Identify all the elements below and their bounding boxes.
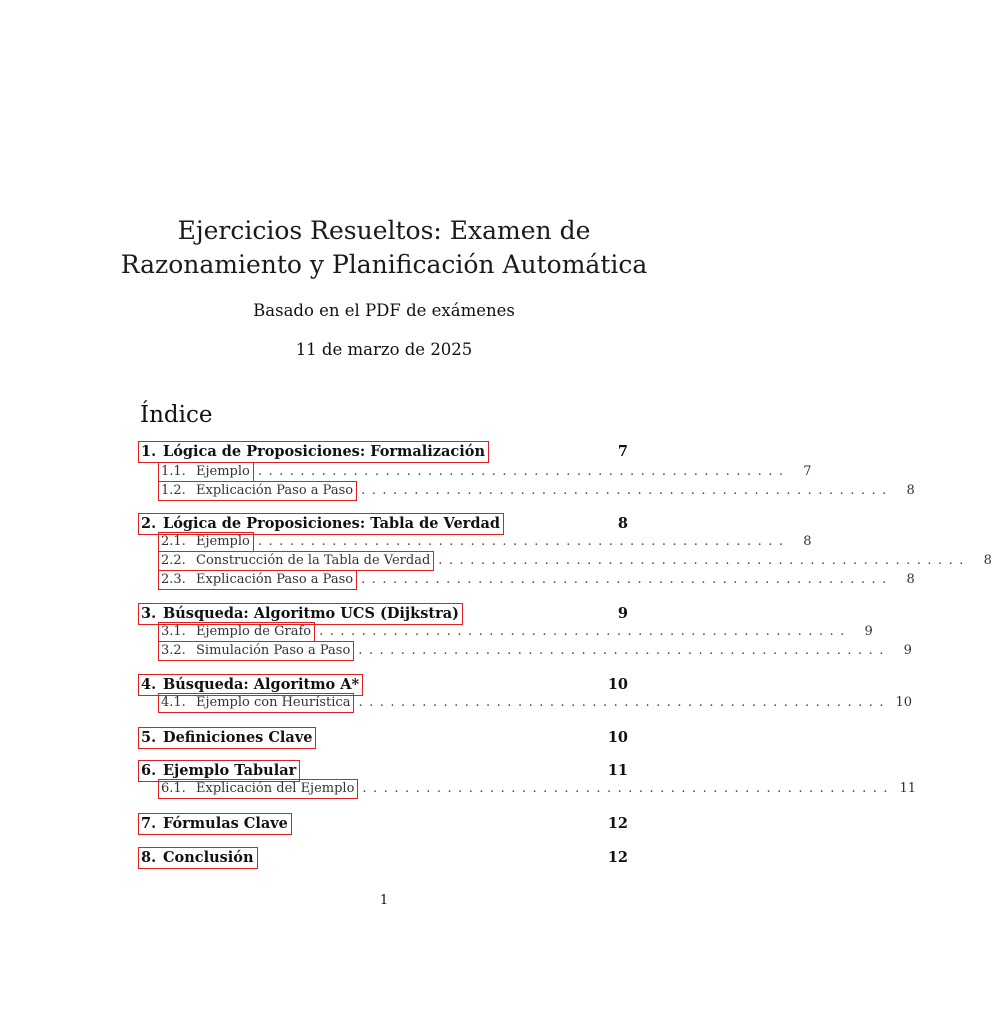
dot-leader: .................................................. — [257, 464, 790, 479]
toc-subsection-2-1 — [138, 532, 812, 552]
page-number: 11 — [899, 781, 917, 796]
toc-subsection-link[interactable]: 1.1. Ejemplo — [158, 462, 254, 482]
toc-section-link[interactable]: 7. Fórmulas Clave — [138, 813, 292, 835]
dot-leader: .................................................. — [358, 643, 890, 658]
page-number: 9 — [864, 624, 873, 639]
page-number: 8 — [906, 483, 915, 498]
toc-subsection-2-3 — [138, 570, 915, 590]
dot-leader: .................................................. — [438, 553, 970, 568]
toc-heading: Índice — [140, 402, 213, 428]
document-date: 11 de marzo de 2025 — [295, 340, 473, 359]
toc-subsection-link[interactable]: 3.2. Simulación Paso a Paso — [158, 641, 354, 661]
page-number: 8 — [803, 534, 812, 549]
page-number: 12 — [607, 849, 628, 866]
page-number: 9 — [903, 643, 912, 658]
page-number: 12 — [607, 815, 628, 832]
dot-leader: .................................................. — [358, 695, 891, 710]
toc-section-link[interactable]: 3. Búsqueda: Algoritmo UCS (Dijkstra) — [138, 603, 463, 625]
toc-subsection-3-1 — [138, 622, 873, 642]
toc-section-7 — [138, 813, 628, 835]
toc-subsection-2-2 — [138, 551, 992, 571]
page-footer-number: 1 — [379, 893, 389, 908]
toc-subsection-1-1 — [138, 462, 812, 482]
toc-subsection-1-2 — [138, 481, 915, 501]
dot-leader: .................................................. — [362, 781, 895, 796]
toc-section-5 — [138, 727, 628, 749]
toc-section-link[interactable]: 8. Conclusión — [138, 847, 258, 869]
toc-section-link[interactable]: 2. Lógica de Proposiciones: Tabla de Verdad — [138, 513, 504, 535]
toc-subsection-link[interactable]: 6.1. Explicación del Ejemplo — [158, 779, 358, 799]
page-number: 9 — [617, 605, 628, 622]
dot-leader: .................................................. — [361, 572, 893, 587]
page-number: 8 — [906, 572, 915, 587]
dot-leader: .................................................. — [361, 483, 893, 498]
dot-leader: .................................................. — [257, 534, 790, 549]
document-subtitle: Basado en el PDF de exámenes — [253, 301, 515, 320]
page-number: 10 — [607, 729, 628, 746]
toc-section-1 — [138, 441, 628, 463]
page-number: 11 — [607, 762, 628, 779]
toc-subsection-link[interactable]: 4.1. Ejemplo con Heurística — [158, 693, 354, 713]
page-number: 7 — [803, 464, 812, 479]
toc-section-link[interactable]: 6. Ejemplo Tabular — [138, 760, 300, 782]
toc-section-link[interactable]: 4. Búsqueda: Algoritmo A* — [138, 674, 363, 696]
page-number: 10 — [895, 695, 913, 710]
toc-subsection-3-2 — [138, 641, 912, 661]
toc-subsection-link[interactable]: 1.2. Explicación Paso a Paso — [158, 481, 357, 501]
page-number: 8 — [983, 553, 992, 568]
toc-section-link[interactable]: 5. Definiciones Clave — [138, 727, 316, 749]
page-number: 10 — [607, 676, 628, 693]
toc-subsection-link[interactable]: 2.1. Ejemplo — [158, 532, 254, 552]
toc-subsection-4-1 — [138, 693, 913, 713]
table-of-contents — [138, 0, 992, 1024]
dot-leader: .................................................. — [319, 624, 851, 639]
toc-subsection-link[interactable]: 2.2. Construcción de la Tabla de Verdad — [158, 551, 434, 571]
toc-subsection-6-1 — [138, 779, 917, 799]
page-number: 7 — [617, 443, 628, 460]
title-line-1: Ejercicios Resueltos: Examen de — [177, 216, 591, 245]
toc-subsection-link[interactable]: 2.3. Explicación Paso a Paso — [158, 570, 357, 590]
toc-subsection-link[interactable]: 3.1. Ejemplo de Grafo — [158, 622, 315, 642]
title-line-2: Razonamiento y Planificación Automática — [120, 250, 648, 279]
toc-section-link[interactable]: 1. Lógica de Proposiciones: Formalización — [138, 441, 489, 463]
page-number: 8 — [617, 515, 628, 532]
toc-section-8 — [138, 847, 628, 869]
